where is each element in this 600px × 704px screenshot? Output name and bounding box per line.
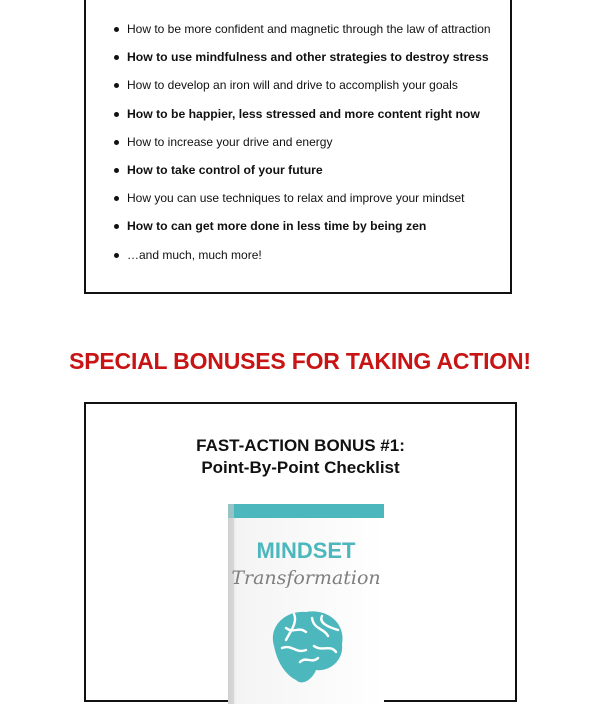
bonus-box	[84, 402, 517, 702]
list-item: How to use mindfulness and other strategies to destroy stress	[114, 50, 491, 78]
bonus-title	[86, 435, 515, 479]
cover-subtitle: Transformation	[231, 567, 381, 589]
list-item: How to be happier, less stressed and more content right now	[114, 107, 491, 135]
bonuses-heading: SPECIAL BONUSES FOR TAKING ACTION!	[69, 348, 531, 374]
list-item: …and much, much more!	[114, 248, 491, 276]
bonus-title-line2: Point-By-Point Checklist	[201, 458, 400, 477]
cover-spine	[228, 504, 234, 704]
list-item: How to increase your drive and energy	[114, 135, 491, 163]
features-list	[114, 22, 491, 276]
list-item: How to develop an iron will and drive to accomplish your goals	[114, 78, 491, 106]
list-item: How to can get more done in less time by being zen	[114, 219, 491, 247]
bonus-title-line1: FAST-ACTION BONUS #1:	[196, 436, 405, 455]
cover-top-band	[228, 504, 384, 518]
list-item: How to be more confident and magnetic through the law of attraction	[114, 22, 491, 50]
list-item: How to take control of your future	[114, 163, 491, 191]
list-item: How you can use techniques to relax and improve your mindset	[114, 191, 491, 219]
checklist-cover-image	[228, 504, 384, 704]
cover-title: MINDSET	[256, 538, 356, 563]
features-box	[84, 0, 512, 294]
